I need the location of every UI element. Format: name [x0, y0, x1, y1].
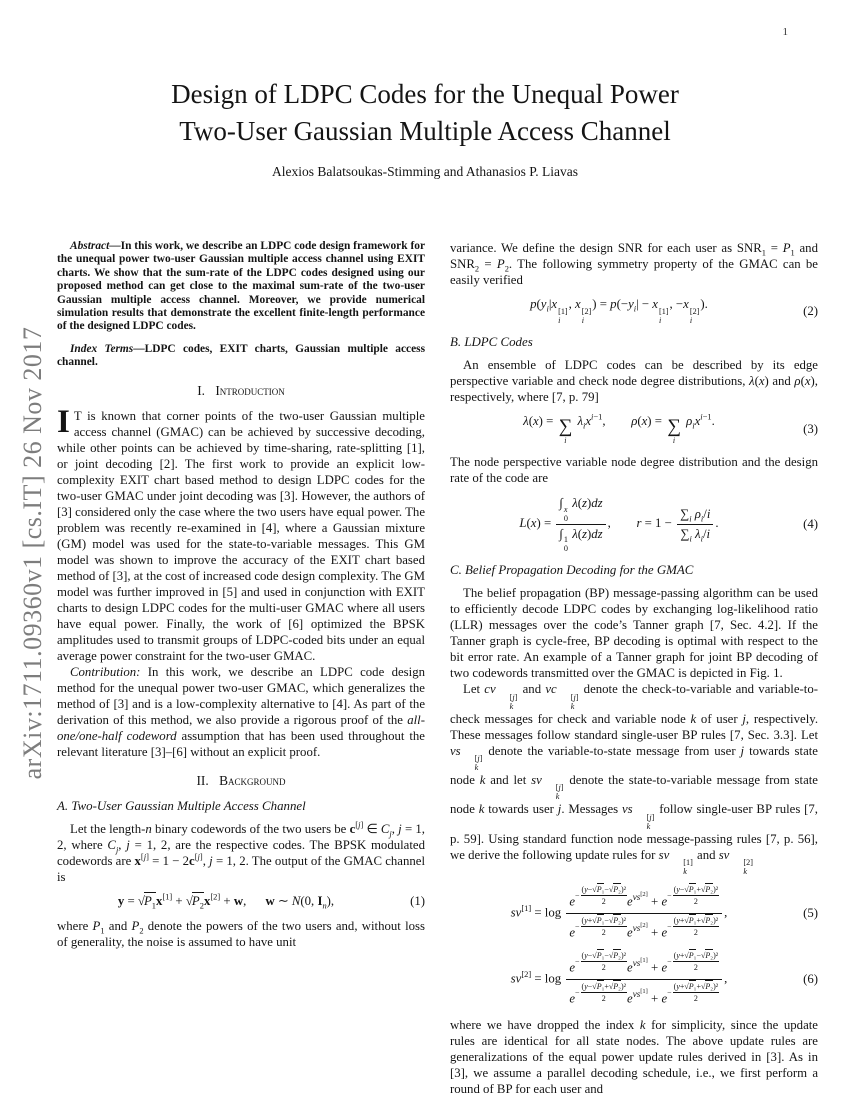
subsection-b-heading: B. LDPC Codes: [450, 335, 533, 350]
background-c-paragraph-2: Let cv [j] k and vc [j] k denote the check-to-variable and variable-to-check messages for check and variable node k of user j, respectively. These messages follow standard single-user BP rules [7, Sec. 3.3]. Let vs [j] k denote the variable-to-state message from user j towards state node k and let sv [j] k denote the state-to-variable message from state node k towards user j. Messages vs [j] k follow single-user BP rules [7, p. 59]. Using standard function node message-passing rules [7, p. 56], we derive the following update rules for sv [1] k and sv [2] k: [450, 682, 819, 877]
intro-paragraph-1: I T is known that corner points of the two-user Gaussian multiple access channel (GMAC) can be achieved by successive decoding, while other points can be achieved by time-sharing, rate-splitting [1], or joint decoding [2]. The first work to provide an explicit low-complexity EXIT chart based method to design LDPC codes for the two-user GMAC under joint decoding was [3]. However, the authors of [3] considered only the case where the two users have equal power. The problem was recently re-examined in [4], where a Gaussian mixture (GM) model was used for the state-to-variable messages. This GM model was shown to improve the accuracy of the EXIT chart based method of [3], at the cost of increased code design complexity. The GM model was further improved in [5] and used in conjunction with EXIT charts to design LDPC codes for the multi-user GMAC where all users have equal power. Finally, the work of [6] optimized the BPSK amplitudes used to transmit groups of LDPC-coded bits under an equal average power constraint for the two-user GMAC.: [57, 403, 425, 663]
title-line-1: Design of LDPC Codes for the Unequal Power: [171, 79, 679, 109]
subsection-a-heading: A. Two-User Gaussian Multiple Access Channel: [57, 798, 306, 813]
equation-1-number: (1): [410, 893, 425, 908]
equation-1-body: $y = √P_1x[1] + √P_2x[2] + w$, w ∼ N(0, $I_n$),: [117, 891, 335, 911]
background-a-paragraph-2: where $P_1$ and $P_2$ denote the powers of the two users and, without loss of generality, the noise is assumed to have unit: [57, 918, 425, 949]
background-c-paragraph-3: where we have dropped the index k for simplicity, since the update rules are identical for all state nodes. The above update rules are generalizations of the equal power update rules derived in [3]. As in [3], we assume a parallel decoding schedule, i.e., we first perform a round of BP for each user and: [450, 1018, 818, 1097]
right-column: [450, 240, 818, 1097]
background-c-paragraph-1: The belief propagation (BP) message-passing algorithm can be used to efficiently decode LDPC codes by exchanging log-likelihood ratio (LLR) messages over the code’s Tanner graph [7, Sec. 4.2]. If the Tanner graph is cycle-free, BP decoding is optimal with respect to the bit error rate. An example of a Tanner graph for joint BP decoding of two codewords transmitted over the GMAC is depicted in Fig. 1.: [450, 586, 818, 681]
abstract-paragraph: Abstract—In this work, we describe an LDPC code design framework for the unequal power two-user Gaussian multiple access channel using EXIT charts. We show that the sum-rate of the LDPC codes designed using our proposed method can get close to the maximal sum-rate of the two-user Gaussian multiple access channel. Moreover, we provide numerical simulation results that demonstrate the excellent finite-length performance of the designed LDPC codes.: [57, 240, 425, 333]
background-b-paragraph-1: An ensemble of LDPC codes can be described by its edge perspective variable and check node degree distributions, λ(x) and ρ(x), respectively, where [7, p. 79]: [450, 358, 818, 405]
two-column-body: [57, 240, 818, 1097]
page-number: 1: [782, 26, 788, 38]
paper-title: [0, 76, 850, 150]
paper-authors: Alexios Balatsoukas-Stimming and Athanasios P. Liavas: [272, 164, 578, 179]
equation-2-body: $p(y_i|x$ [1] i , x [2] i ) = $p(-y_i| - x$ [1] i , −x [2] i ).: [530, 297, 708, 326]
equation-4-number: (4): [803, 516, 818, 531]
equation-6-number: (6): [803, 972, 818, 987]
index-terms-paragraph: Index Terms—LDPC codes, EXIT charts, Gaussian multiple access channel.: [57, 342, 425, 369]
right-col-paragraph-1: variance. We define the design SNR for each user as $SNR_1 = P_1$ and $SNR_2 = P_2$. The following symmetry property of the GMAC can be easily verified: [450, 241, 818, 287]
background-b-paragraph-2: The node perspective variable node degree distribution and the design rate of the code are: [450, 455, 818, 486]
equation-5-number: (5): [803, 906, 818, 921]
arxiv-watermark: arXiv:1711.09360v1 [cs.IT] 26 Nov 2017: [18, 326, 47, 780]
equation-1: [57, 891, 425, 911]
equation-3-body: λ(x) = ∑ i $\lambda_ix^{i-1}$, ρ(x) = ∑ i $\rho_ix^{i-1}$.: [523, 412, 715, 445]
equation-5-body: sv[1] = log e− (y−√P₁−√P₂)² 2 $e^{vs^{[2]}} + e-$ (y−√P₁+√P₂)² 2 e− (y+√P₁−√P₂)² 2 $e^{vs^{[2]}} + e-$ (y+√P₁+√P₂)² 2 ,: [510, 885, 728, 940]
equation-6-body: sv[2] = log e− (y−√P₁−√P₂)² 2 $e^{vs^{[1]}} + e-$ (y+√P₁−√P₂)² 2 e− (y−√P₁+√P₂)² 2 $e^{vs^{[1]}} + e-$ (y+√P₁+√P₂)² 2 ,: [510, 951, 728, 1006]
equation-4: [450, 495, 818, 553]
equation-3: [450, 414, 818, 445]
section-heading-background: II. Background: [196, 772, 286, 788]
equation-3-number: (3): [803, 422, 818, 437]
equation-5: [450, 885, 818, 942]
background-a-paragraph-1: Let the length-n binary codewords of the two users be c[j] ∈ $C_j$, j = 1, 2, where $C_j$, j = 1, 2, are the respective codes. The BPSK modulated codewords are x[j] = 1 − 2c[j], j = 1, 2. The output of the GMAC channel is: [57, 819, 426, 884]
left-column: [57, 240, 425, 1097]
subsection-c-heading: C. Belief Propagation Decoding for the GMAC: [450, 563, 694, 578]
equation-6: [450, 951, 818, 1008]
equation-2: [450, 297, 818, 325]
title-line-2: Two-User Gaussian Multiple Access Channel: [179, 116, 671, 146]
equation-4-body: L(x) = ∫ x 0 λ(z)dz ∫ 1 0 λ(z)dz , r = 1 − $\frac{\sum_i \rho_i/i}{\sum_i \lambda_i/i}$ .: [519, 496, 719, 554]
intro-paragraph-2: Contribution: In this work, we describe an LDPC code design method for the unequal power two-user GMAC, which generalizes the method of [3] and is a low-complexity alternative to [4]. As part of the derivation of this method, we also provide a rigorous proof of the all-one/one-half codeword assumption that has been used throughout the relevant literature [3]–[6] without an explicit proof.: [57, 664, 425, 759]
paper-header: [0, 76, 850, 180]
equation-2-number: (2): [803, 303, 818, 318]
section-heading-introduction: I. Introduction: [197, 382, 285, 398]
